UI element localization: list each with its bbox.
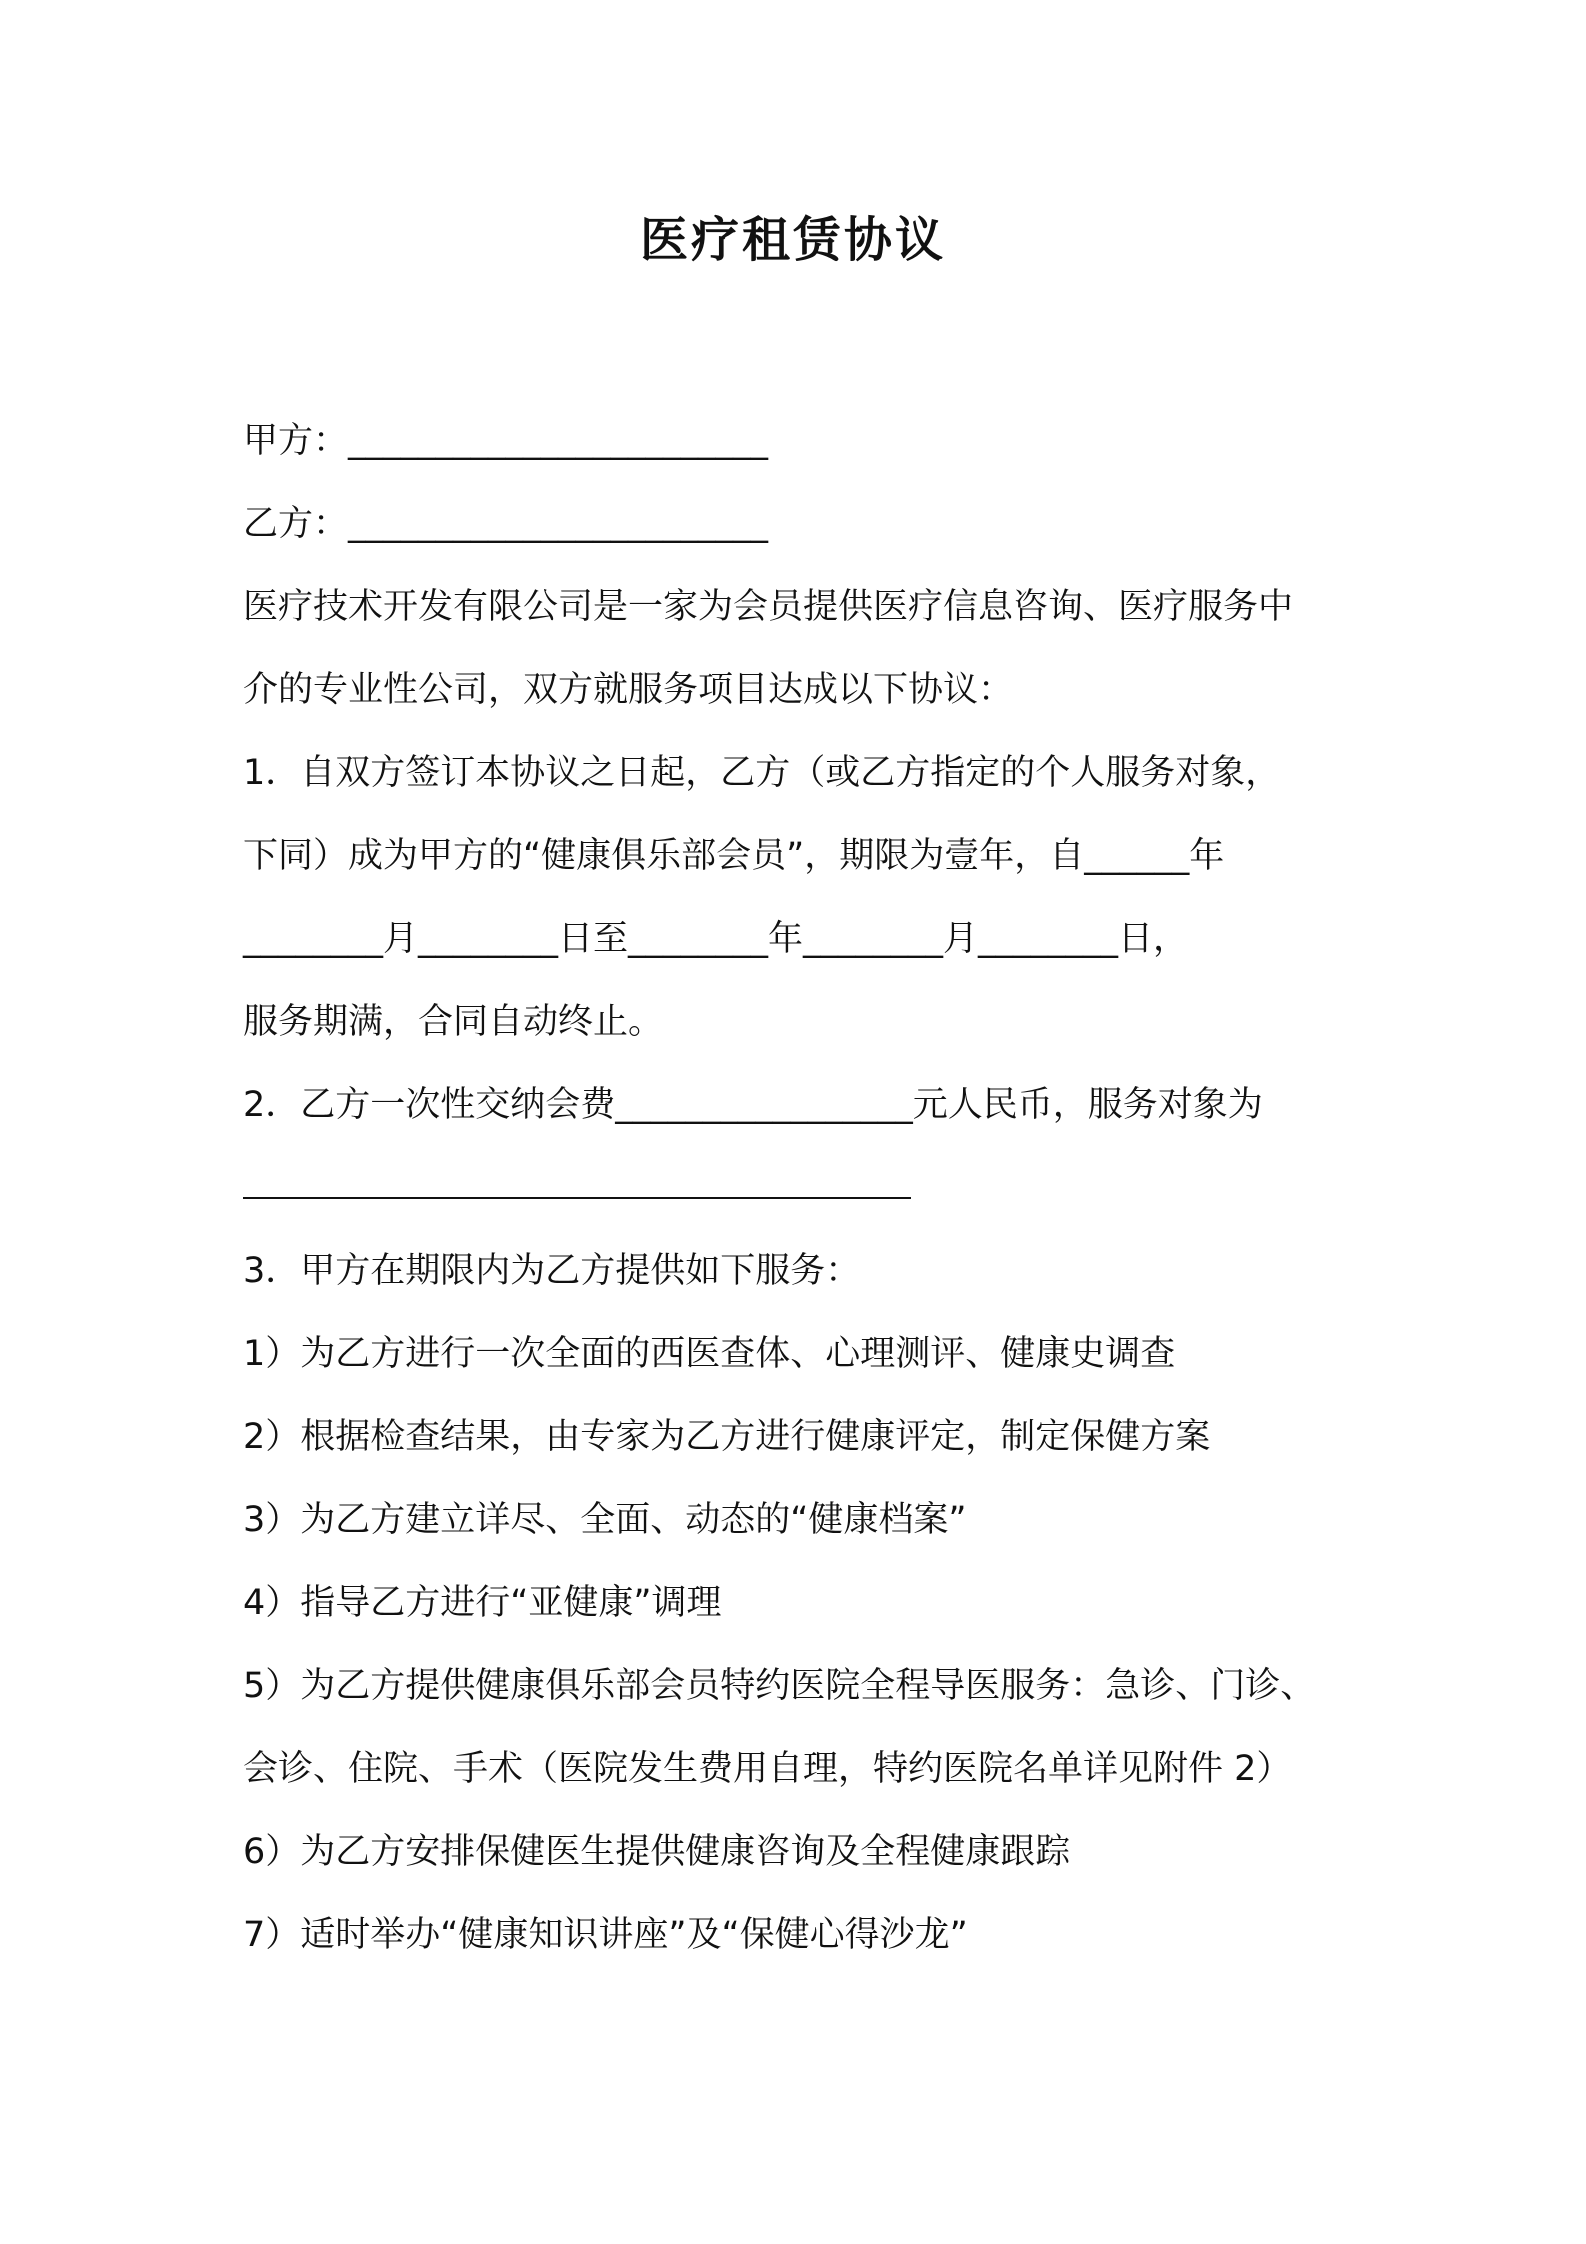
clause-2-text-1: 2．乙方一次性交纳会费_________________元人民币，服务对象为	[243, 1085, 1263, 1125]
document-title: 医疗租赁协议	[639, 212, 946, 268]
service-item	[243, 1728, 1373, 1811]
intro-text-1: 医疗技术开发有限公司是一家为会员提供医疗信息咨询、医疗服务中	[243, 587, 1294, 627]
service-item	[243, 1479, 1373, 1562]
service-recipient-blank	[243, 1147, 1373, 1230]
service-item-text: 3）为乙方建立详尽、全面、动态的“健康档案”	[243, 1500, 967, 1540]
service-item	[243, 1562, 1373, 1645]
service-item-text: 5）为乙方提供健康俱乐部会员特约医院全程导医服务：急诊、门诊、	[243, 1666, 1316, 1706]
clause-3-heading-text: 3．甲方在期限内为乙方提供如下服务：	[243, 1251, 861, 1291]
service-item	[243, 1811, 1373, 1894]
clause-1-text-3: ________月________日至________年________月________日，	[243, 919, 1189, 959]
party-b-text: 乙方：________________________	[243, 504, 769, 544]
service-item-text: 会诊、住院、手术（医院发生费用自理，特约医院名单详见附件 2）	[243, 1749, 1292, 1789]
service-item	[243, 1894, 1373, 1977]
clause-1-text-2: 下同）成为甲方的“健康俱乐部会员”，期限为壹年，自______年	[243, 836, 1225, 876]
party-b-line	[243, 483, 1373, 566]
service-item	[243, 1396, 1373, 1479]
clause-1-line-2	[243, 815, 1373, 898]
document-body	[243, 400, 1373, 1977]
service-item-text: 2）根据检查结果，由专家为乙方进行健康评定，制定保健方案	[243, 1417, 1211, 1457]
clause-3-heading	[243, 1230, 1373, 1313]
service-item-text: 7）适时举办“健康知识讲座”及“保健心得沙龙”	[243, 1915, 968, 1955]
clause-1-line-1	[243, 732, 1373, 815]
service-item-text: 6）为乙方安排保健医生提供健康咨询及全程健康跟踪	[243, 1832, 1071, 1872]
service-item	[243, 1313, 1373, 1396]
clause-1-text-1: 1．自双方签订本协议之日起，乙方（或乙方指定的个人服务对象，	[243, 753, 1281, 793]
blank-underline	[243, 1197, 911, 1199]
party-a-text: 甲方：________________________	[243, 421, 769, 461]
clause-1-text-4: 服务期满，合同自动终止。	[243, 1002, 664, 1042]
intro-line-2	[243, 649, 1373, 732]
party-a-line	[243, 400, 1373, 483]
service-item	[243, 1645, 1373, 1728]
intro-text-2: 介的专业性公司，双方就服务项目达成以下协议：	[243, 670, 1014, 710]
clause-1-line-3	[243, 898, 1373, 981]
clause-2-line-1	[243, 1064, 1373, 1147]
service-item-text: 1）为乙方进行一次全面的西医查体、心理测评、健康史调查	[243, 1334, 1176, 1374]
intro-line-1	[243, 566, 1373, 649]
service-item-text: 4）指导乙方进行“亚健康”调理	[243, 1583, 722, 1623]
clause-1-line-4	[243, 981, 1373, 1064]
